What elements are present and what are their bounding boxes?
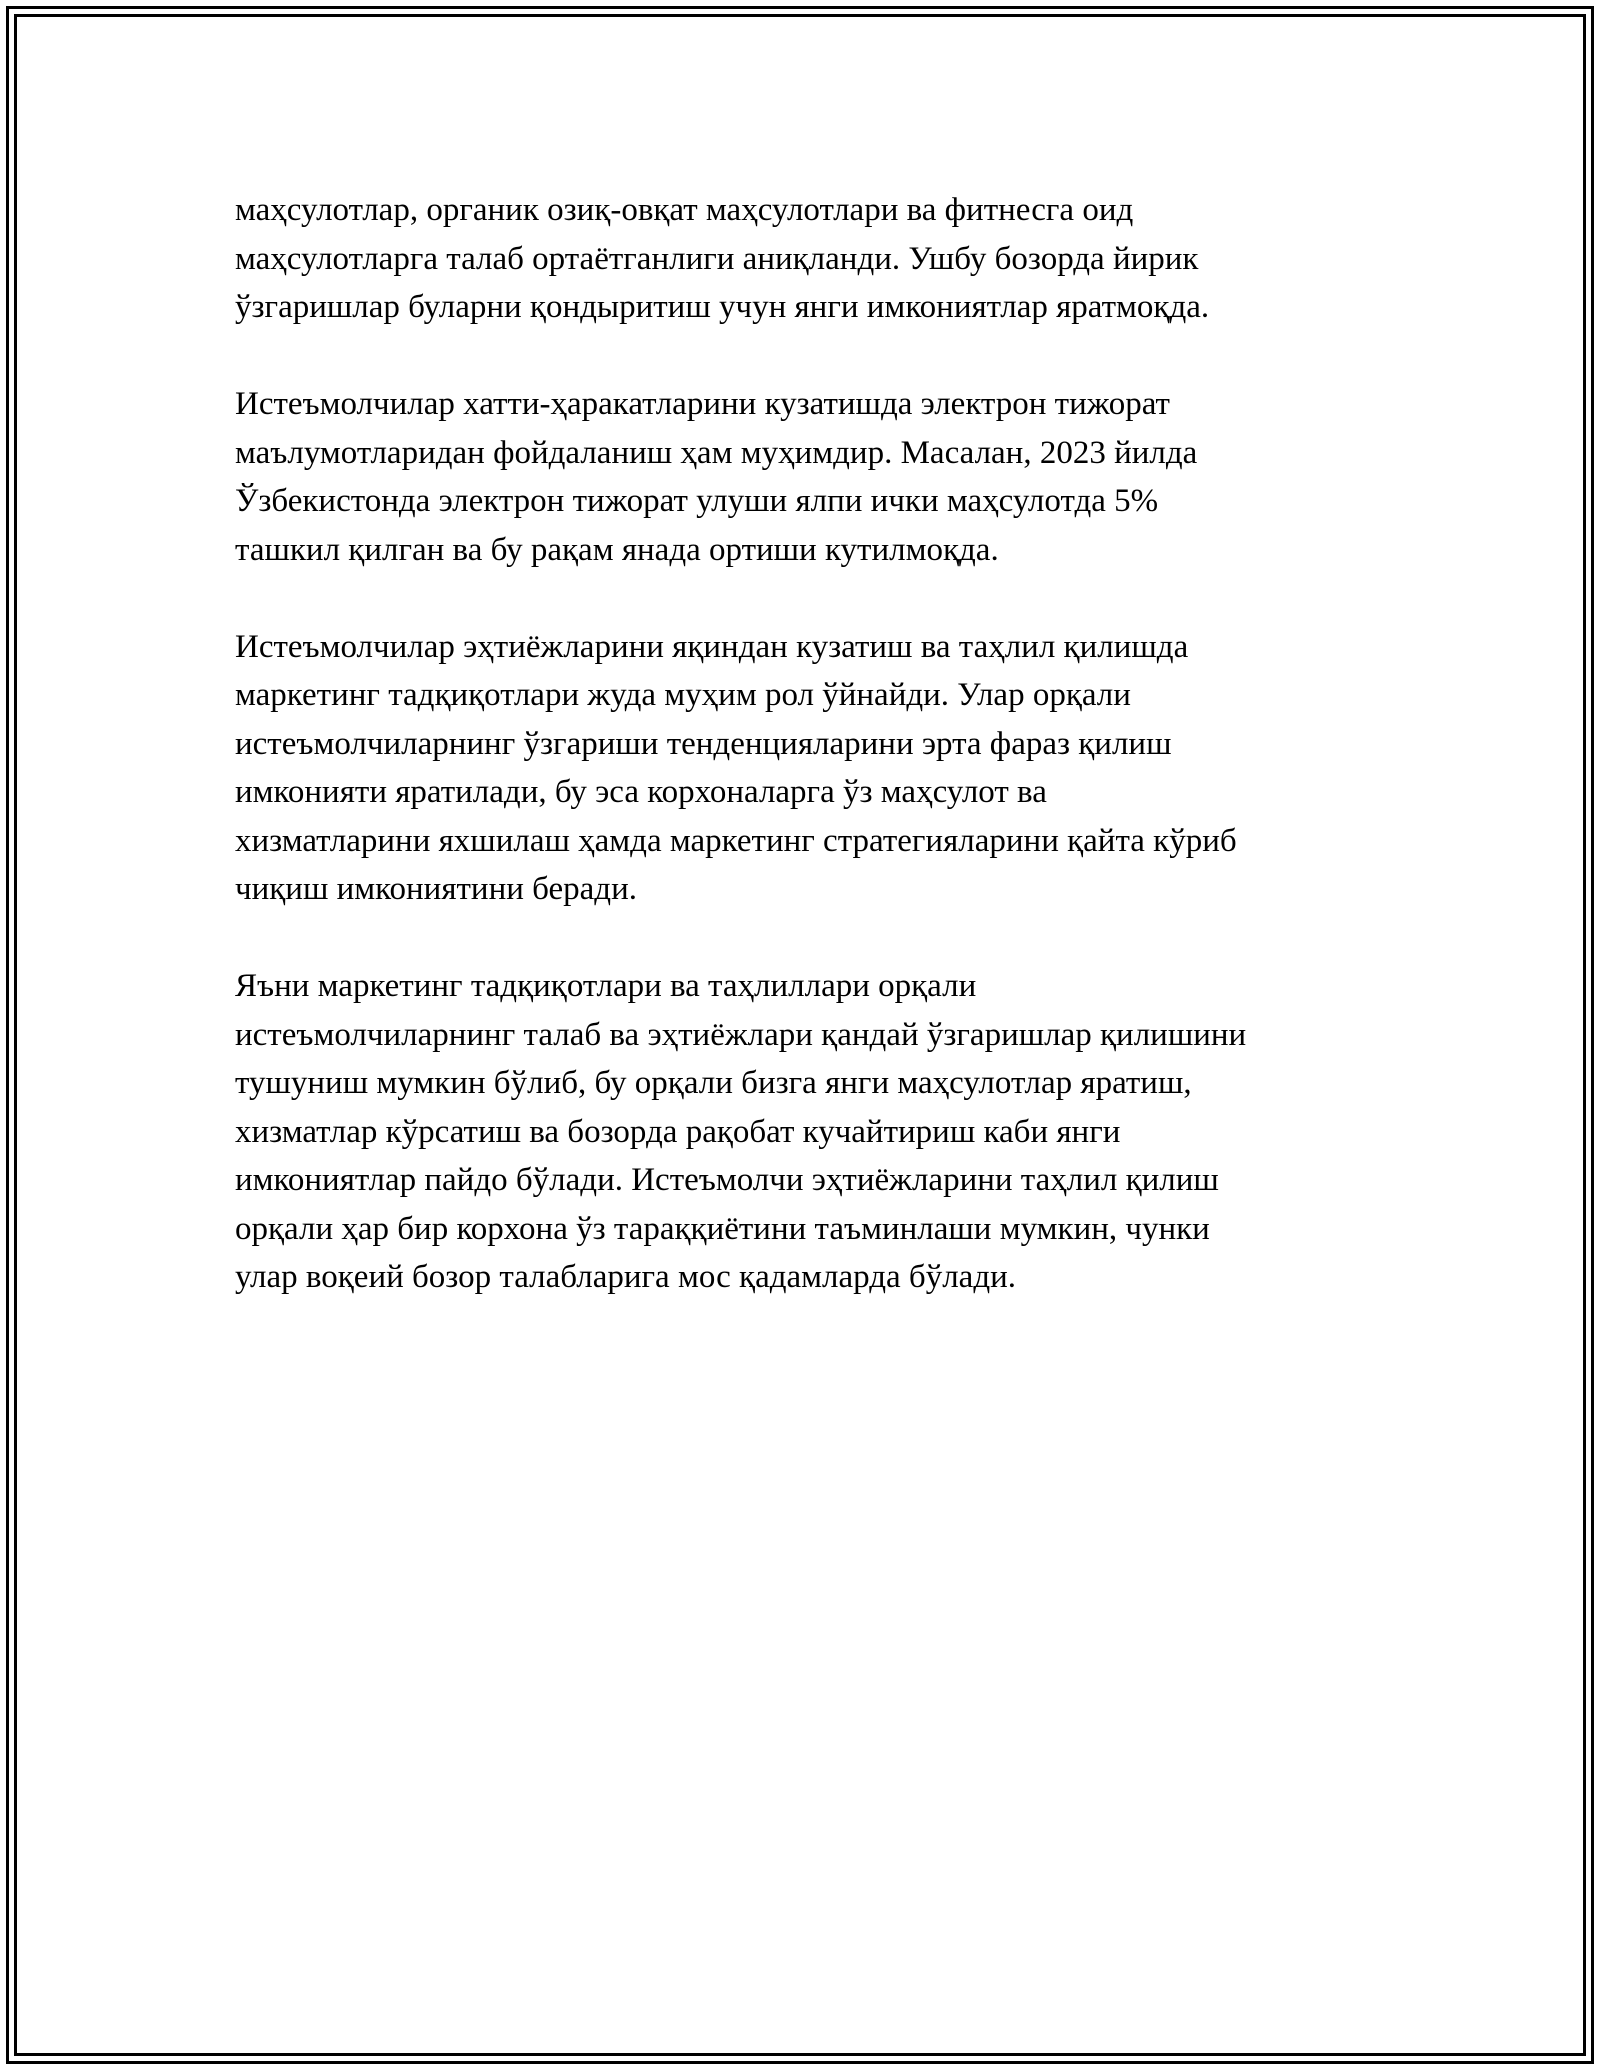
text-line: истеъмолчиларнинг ўзгариши тенденцияларини эрта фараз қилиш [235, 725, 1172, 762]
text-line: Яъни маркетинг тадқиқотлари ва таҳлиллари орқали [235, 968, 977, 1004]
text-line: маҳсулотлар, органик озиқ-овқат маҳсулотлари ва фитнесга оид [235, 192, 1134, 228]
text-line: маълумотларидан фойдаланиш ҳам муҳимдир. Масалан, 2023 йилда [235, 434, 1198, 471]
document-body [235, 186, 1385, 1350]
text-line: Ўзбекистонда электрон тижорат улуши ялпи ички маҳсулотда 5% [235, 483, 1159, 519]
text-line: ташкил қилган ва бу рақам янада ортиши кутилмоқда. [235, 531, 999, 568]
text-line: чиқиш имкониятини беради. [235, 871, 638, 907]
paragraph-2 [235, 380, 1385, 574]
text-line: ўзгаришлар буларни қондыритиш учун янги имкониятлар яратмоқда. [235, 289, 1210, 325]
text-line: Истеъмолчилар эҳтиёжларини яқиндан кузатиш ва таҳлил қилишда [235, 628, 1189, 665]
text-line: Истеъмолчилар хатти-ҳаракатларини кузатишда электрон тижорат [235, 386, 1170, 422]
text-line: тушуниш мумкин бўлиб, бу орқали бизга янги маҳсулотлар яратиш, [235, 1065, 1192, 1101]
text-line: маҳсулотларга талаб ортаётганлиги аниқланди. Ушбу бозорда йирик [235, 240, 1199, 277]
text-line: хизматларини яхшилаш ҳамда маркетинг стратегияларини қайта кўриб [235, 822, 1237, 859]
text-line: хизматлар кўрсатиш ва бозорда рақобат кучайтириш каби янги [235, 1113, 1121, 1150]
text-line: улар воқеий бозор талабларига мос қадамларда бўлади. [235, 1259, 1017, 1295]
text-line: истеъмолчиларнинг талаб ва эҳтиёжлари қандай ўзгаришлар қилишини [235, 1016, 1247, 1053]
text-line: орқали ҳар бир корхона ўз тараққиётини таъминлаши мумкин, чунки [235, 1210, 1210, 1247]
text-line: имконияти яратилади, бу эса корхоналарга ўз маҳсулот ва [235, 774, 1047, 810]
paragraph-3 [235, 623, 1385, 914]
paragraph-4 [235, 962, 1385, 1302]
text-line: имкониятлар пайдо бўлади. Истеъмолчи эҳтиёжларини таҳлил қилиш [235, 1162, 1219, 1198]
text-line: маркетинг тадқиқотлари жуда муҳим рол ўйнайди. Улар орқали [235, 677, 1131, 713]
paragraph-1 [235, 186, 1385, 332]
